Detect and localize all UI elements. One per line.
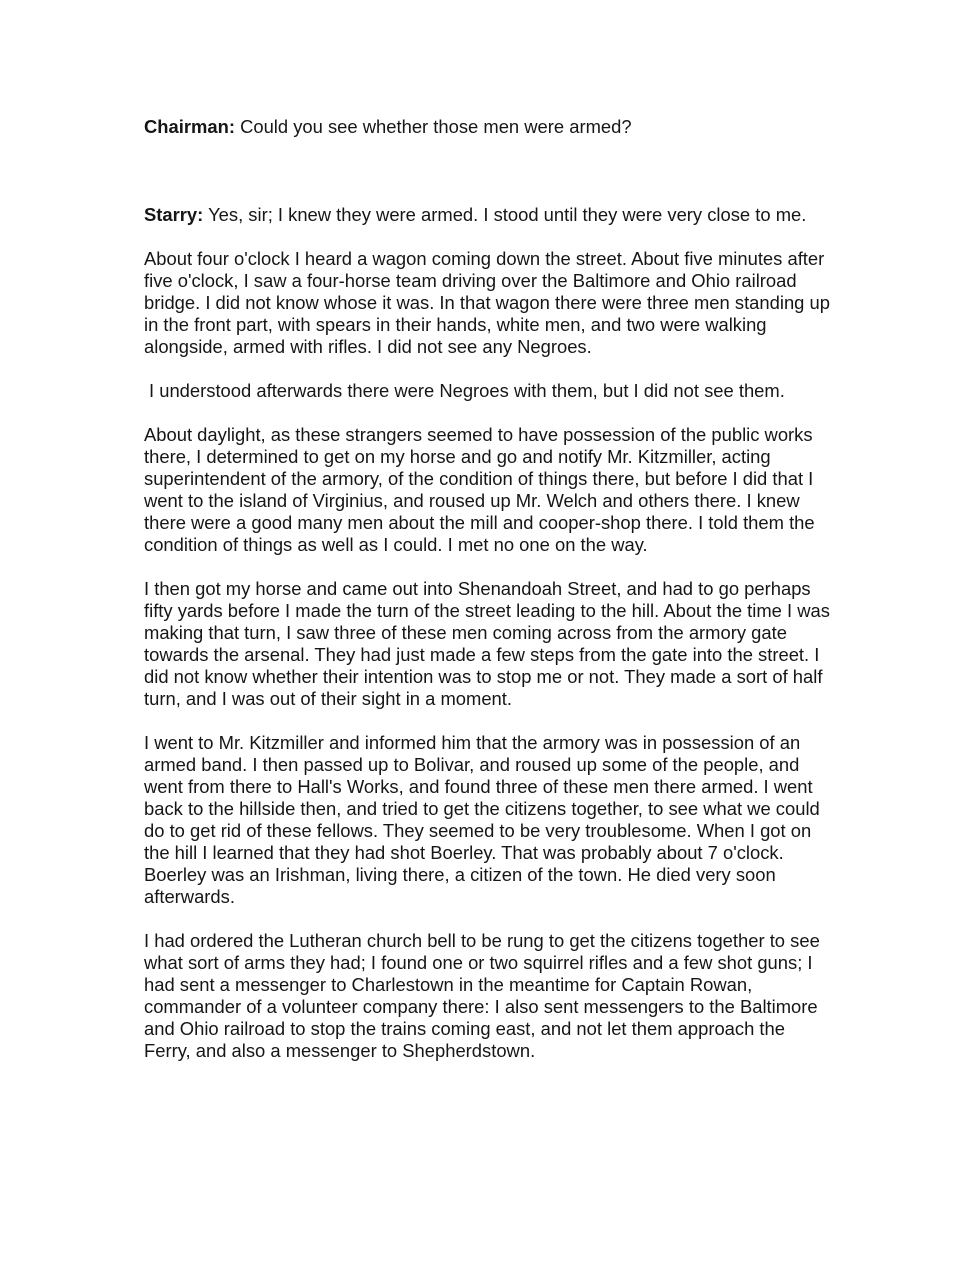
- paragraph-kitzmiller: I went to Mr. Kitzmiller and informed him that the armory was in possession of an armed band. I then passed up to Bolivar, and roused up some of the people, and went from there to Hall's Works, and found three of these men there armed. I went back to the hillside then, and tried to get the citizens together, to see what we could do to get rid of these fellows. They seemed to be very troublesome. When I got on the hill I learned that they had shot Boerley. That was probably about 7 o'clock. Boerley was an Irishman, living there, a citizen of the town. He died very soon afterwards.: [144, 732, 820, 907]
- paragraph-negroes: I understood afterwards there were Negroes with them, but I did not see them.: [149, 380, 785, 401]
- question-text: Could you see whether those men were armed?: [234, 116, 632, 137]
- answer-text: Yes, sir; I knew they were armed. I stood until they were very close to me.: [203, 204, 807, 225]
- paragraph-church-bell: I had ordered the Lutheran church bell to be rung to get the citizens together to see what sort of arms they had; I found one or two squirrel rifles and a few shot guns; I had sent a messenger to Charlestown in the meantime for Captain Rowan, commander of a volunteer company there: I also sent messengers to the Baltimore and Ohio railroad to stop the trains coming east, and not let them approach the Ferry, and also a messenger to Shepherdstown.: [144, 930, 820, 1061]
- paragraph-daylight: About daylight, as these strangers seemed to have possession of the public works there, I determined to get on my horse and go and notify Mr. Kitzmiller, acting superintendent of the armory, of the condition of things there, but before I did that I went to the island of Virginius, and roused up Mr. Welch and others there. I knew there were a good many men about the mill and cooper-shop there. I told them the condition of things as well as I could. I met no one on the way.: [144, 424, 815, 555]
- paragraph-shenandoah: I then got my horse and came out into Shenandoah Street, and had to go perhaps fifty yards before I made the turn of the street leading to the hill. About the time I was making that turn, I saw three of these men coming across from the armory gate towards the arsenal. They had just made a few steps from the gate into the street. I did not know whether their intention was to stop me or not. They made a sort of half turn, and I was out of their sight in a moment.: [144, 578, 830, 709]
- starry-answer: [144, 204, 834, 226]
- speaker-chairman: Chairman:: [144, 116, 235, 137]
- chairman-question: [144, 116, 834, 138]
- document-page: [144, 116, 834, 1062]
- speaker-starry: Starry:: [144, 204, 204, 225]
- paragraph-wagon: About four o'clock I heard a wagon coming down the street. About five minutes after five o'clock, I saw a four-horse team driving over the Baltimore and Ohio railroad bridge. I did not know whose it was. In that wagon there were three men standing up in the front part, with spears in their hands, white men, and two were walking alongside, armed with rifles. I did not see any Negroes.: [144, 248, 830, 357]
